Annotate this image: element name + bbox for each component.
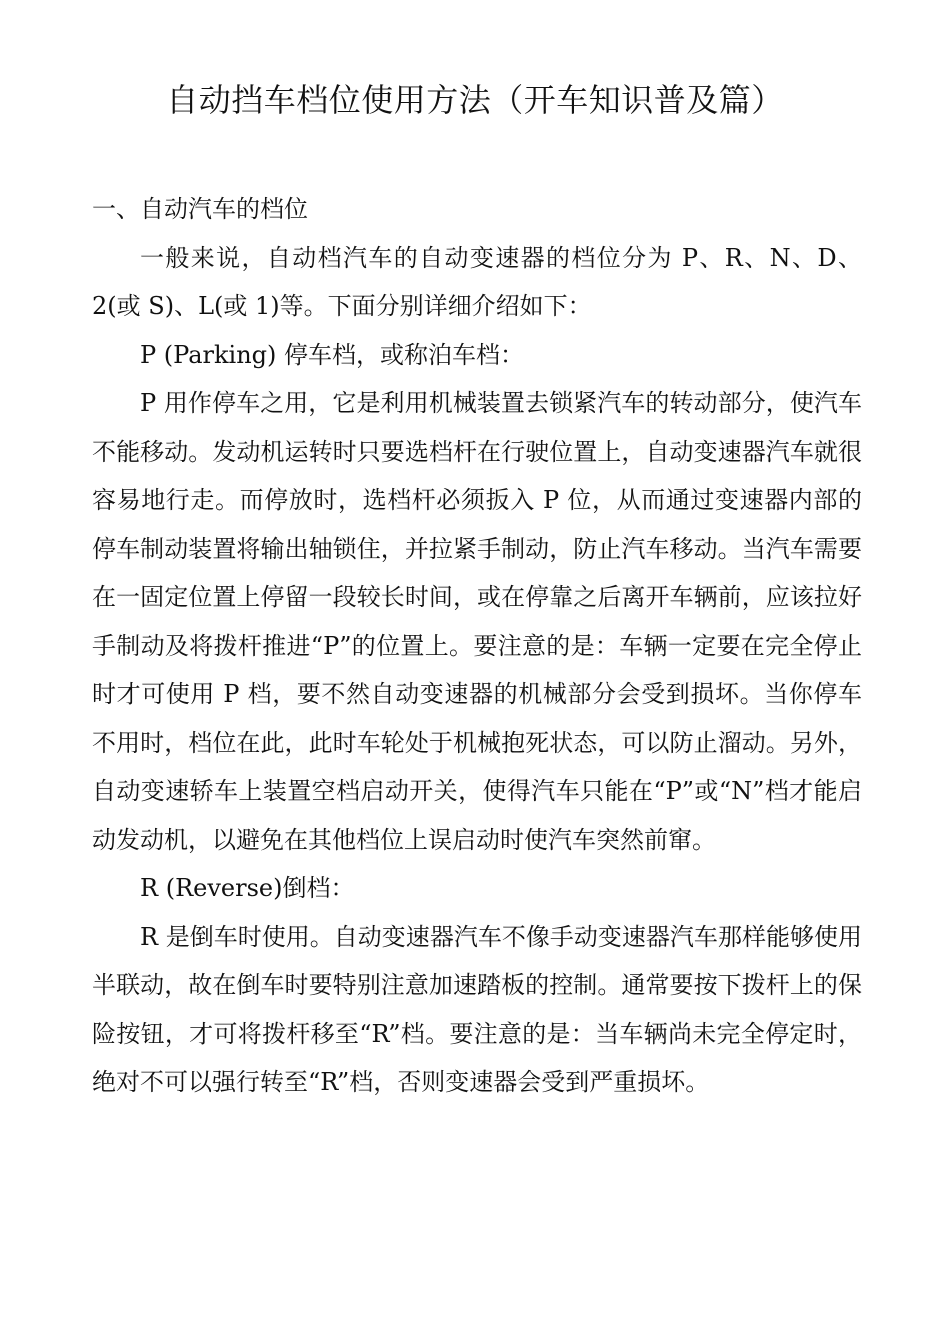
paragraph-reverse-heading: R (Reverse)倒档： [140,874,355,902]
document-title: 自动挡车档位使用方法（开车知识普及篇） [166,81,784,119]
section-heading: 一、自动汽车的档位 [92,195,308,223]
paragraph-parking-body: P 用作停车之用，它是利用机械装置去锁紧汽车的转动部分，使汽车不能移动。发动机运转时只要选档杆在行驶位置上，自动变速器汽车就很容易地行走。而停放时，选档杆必须扳入 P 位，从而通过变速器内部的停车制动装置将输出轴锁住，并拉紧手制动，防止汽车移动。当汽车需要在一固定位置上停留一段较长时间，或在停靠之后离开车辆前，应该拉好手制动及将拨杆推进“P”的位置上。要注意的是：车辆一定要在完全停止时才可使用 P 档，要不然自动变速器的机械部分会受到损坏。当你停车不用时，档位在此，此时车轮处于机械抱死状态，可以防止溜动。另外，自动变速轿车上装置空档启动开关，使得汽车只能在“P”或“N”档才能启动发动机，以避免在其他档位上误启动时使汽车突然前窜。 [92,389,862,854]
paragraph-parking-heading: P (Parking) 停车档，或称泊车档： [140,340,525,369]
paragraph-reverse-body: R 是倒车时使用。自动变速器汽车不像手动变速器汽车那样能够使用半联动，故在倒车时要特别注意加速踏板的控制。通常要按下拨杆上的保险按钮，才可将拨杆移至“R”档。要注意的是：当车辆尚未完全停定时，绝对不可以强行转至“R”档，否则变速器会受到严重损坏。 [92,922,862,1096]
paragraph-intro: 一般来说，自动档汽车的自动变速器的档位分为 P、R、N、D、2(或 S)、L(或 1)等。下面分别详细介绍如下： [92,243,862,320]
document-body [92,185,862,1107]
